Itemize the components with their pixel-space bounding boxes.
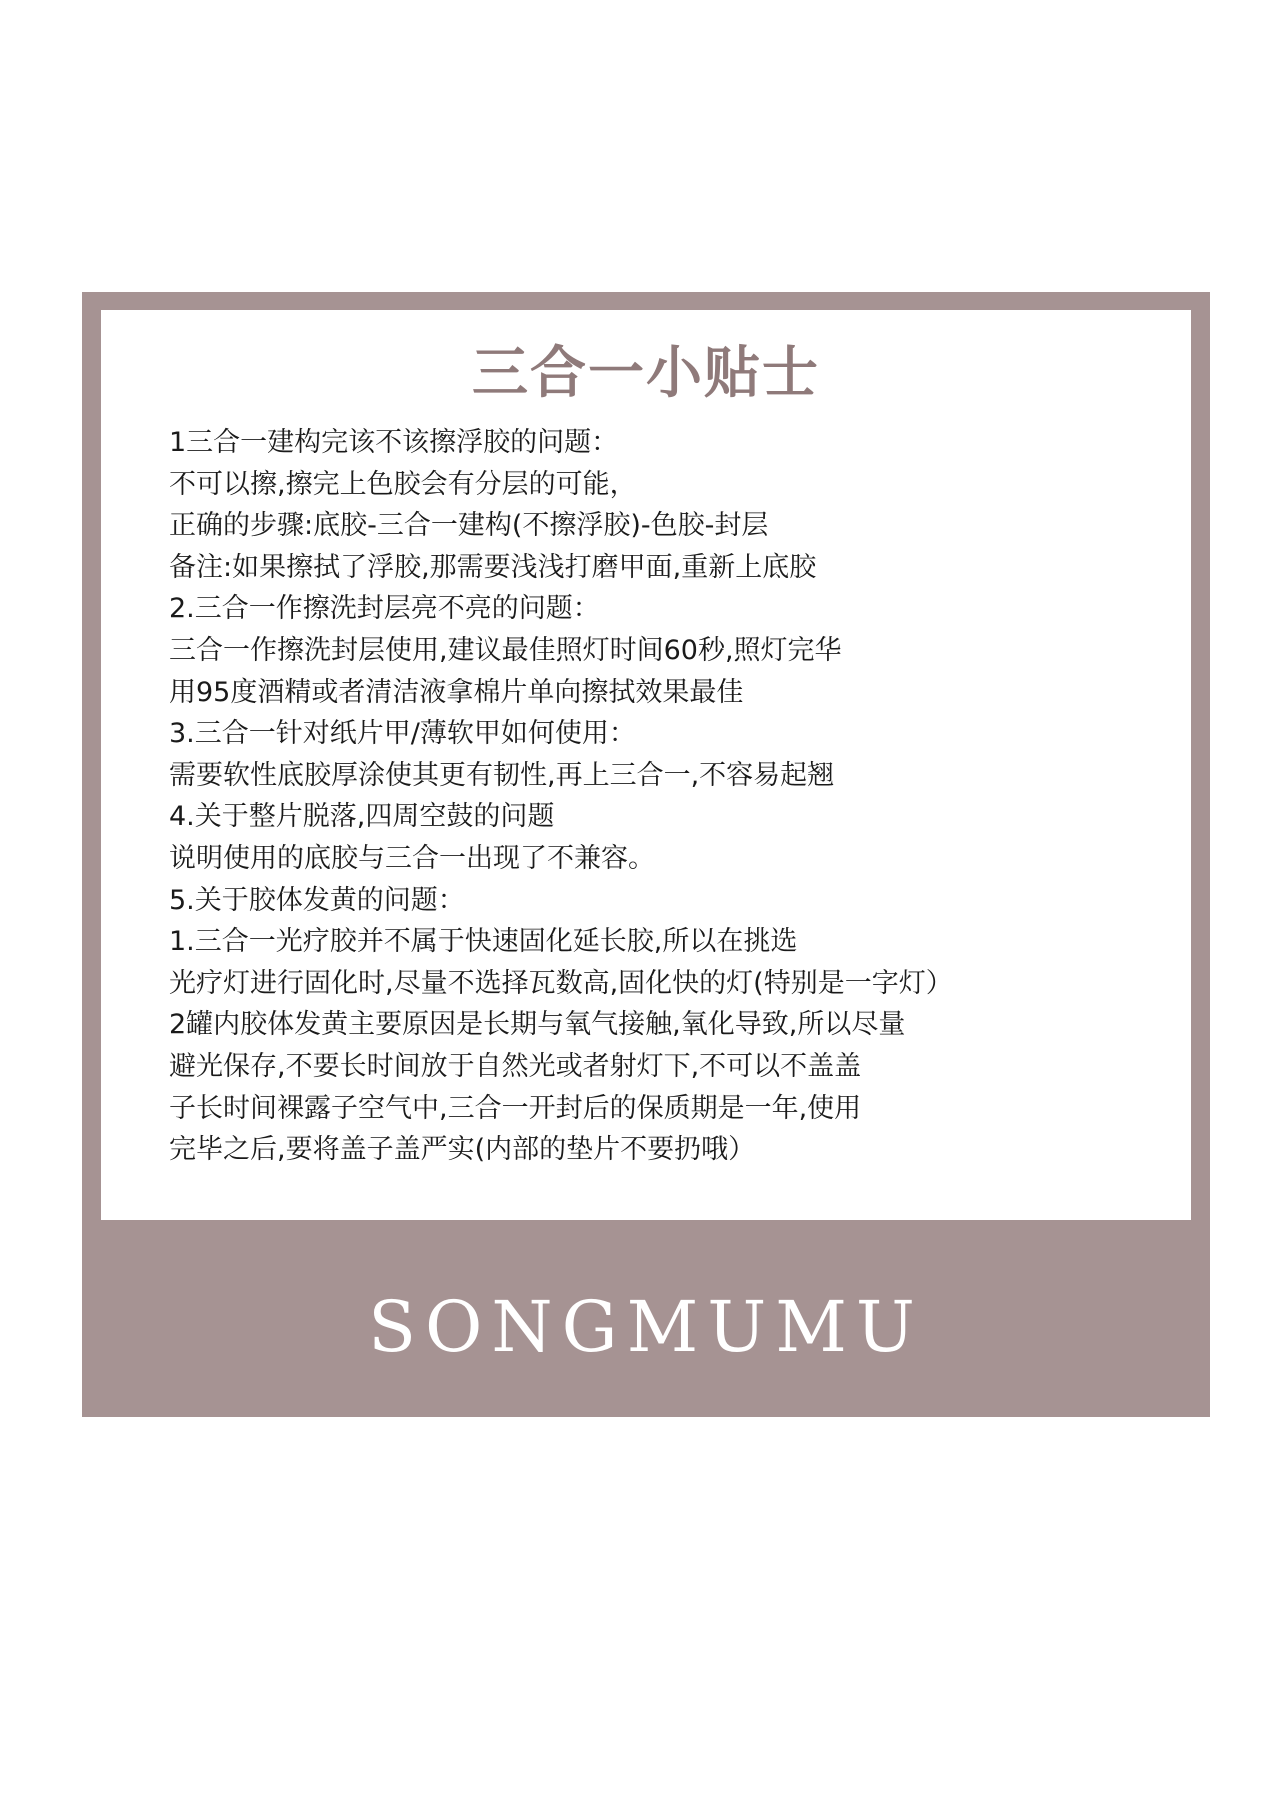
tip-line: 光疗灯进行固化时,尽量不选择瓦数高,固化快的灯(特别是一字灯） [169,967,953,999]
tip-line: 不可以擦,擦完上色胶会有分层的可能， [169,468,637,500]
tip-line: 避光保存,不要长时间放于自然光或者射灯下,不可以不盖盖 [169,1050,862,1082]
tip-line: 用95度酒精或者清洁液拿棉片单向擦拭效果最佳 [169,676,744,708]
tip-line: 正确的步骤:底胶-三合一建构(不擦浮胶)-色胶-封层 [169,510,769,542]
tip-line: 子长时间裸露子空气中,三合一开封后的保质期是一年,使用 [169,1092,862,1124]
tip-line: 3.三合一针对纸片甲/薄软甲如何使用： [169,718,636,750]
tip-line: 1.三合一光疗胶并不属于快速固化延长胶,所以在挑选 [169,926,798,958]
tip-line: 需要软性底胶厚涂使其更有韧性,再上三合一,不容易起翘 [169,759,835,791]
tip-line: 三合一作擦洗封层使用,建议最佳照灯时间60秒,照灯完华 [169,634,842,666]
tip-line: 完毕之后,要将盖子盖严实(内部的垫片不要扔哦） [169,1134,756,1166]
brand-logo: SONGMUMU [368,1286,924,1368]
tip-line: 2罐内胶体发黄主要原因是长期与氧气接触,氧化导致,所以尽量 [169,1009,906,1041]
tip-line: 4.关于整片脱落,四周空鼓的问题 [169,801,555,833]
page-title: 三合一小贴士 [472,341,820,406]
tip-line: 说明使用的底胶与三合一出现了不兼容。 [169,842,655,874]
tips-list [169,422,1169,1171]
tips-panel [101,310,1191,1220]
tip-line: 1三合一建构完该不该擦浮胶的问题： [169,427,619,458]
tip-line: 5.关于胶体发黄的问题： [169,884,465,916]
tip-line: 2.三合一作擦洗封层亮不亮的问题： [169,593,600,625]
tip-line: 备注:如果擦拭了浮胶,那需要浅浅打磨甲面,重新上底胶 [169,551,817,583]
tips-card [82,292,1210,1417]
